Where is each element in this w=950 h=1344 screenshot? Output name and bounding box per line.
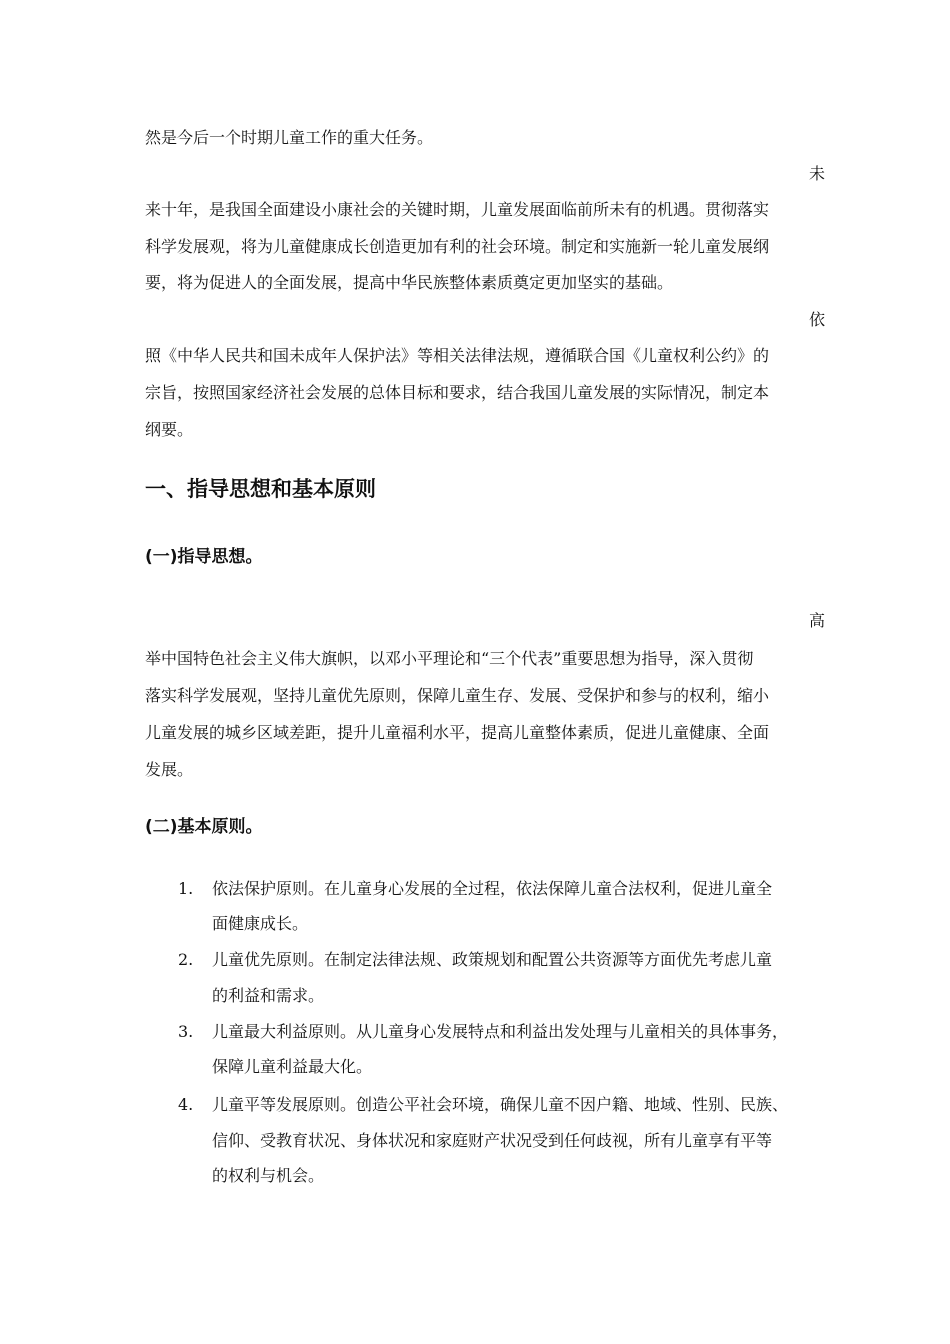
paragraph-line: 来十年，是我国全面建设小康社会的关键时期，儿童发展面临前所未有的机遇。贯彻落实 [145,200,770,219]
list-item-number: 4. [178,1095,194,1114]
paragraph-line: 儿童发展的城乡区域差距，提升儿童福利水平，提高儿童整体素质，促进儿童健康、全面 [145,723,770,742]
list-item-line: 信仰、受教育状况、身体状况和家庭财产状况受到任何歧视，所有儿童享有平等 [212,1131,773,1150]
paragraph-line: 科学发展观，将为儿童健康成长创造更加有利的社会环境。制定和实施新一轮儿童发展纲 [145,237,770,256]
list-item-line: 儿童平等发展原则。创造公平社会环境，确保儿童不因户籍、地域、性别、民族、 [212,1095,789,1114]
list-item-number: 1. [178,879,194,898]
list-item-line: 依法保护原则。在儿童身心发展的全过程，依法保障儿童合法权利，促进儿童全 [212,879,773,898]
paragraph-first-char: 高 [809,611,826,630]
list-item-line: 儿童最大利益原则。从儿童身心发展特点和利益出发处理与儿童相关的具体事务， [212,1022,789,1041]
section-heading: 一、指导思想和基本原则 [145,477,376,501]
paragraph-line: 纲要。 [145,420,194,439]
list-item-line: 的权利与机会。 [212,1166,325,1185]
paragraph-line: 照《中华人民共和国未成年人保护法》等相关法律法规，遵循联合国《儿童权利公约》的 [145,346,770,365]
paragraph-line: 宗旨，按照国家经济社会发展的总体目标和要求，结合我国儿童发展的实际情况，制定本 [145,383,770,402]
paragraph-line: 然是今后一个时期儿童工作的重大任务。 [145,128,434,147]
list-item-line: 儿童优先原则。在制定法律法规、政策规划和配置公共资源等方面优先考虑儿童 [212,950,773,969]
list-item-number: 3. [178,1022,194,1041]
paragraph-line: 举中国特色社会主义伟大旗帜，以邓小平理论和“三个代表”重要思想为指导，深入贯彻 [145,649,754,668]
list-item-line: 面健康成长。 [212,914,309,933]
paragraph-first-char: 依 [809,310,826,329]
paragraph-first-char: 未 [809,164,826,183]
paragraph-line: 落实科学发展观，坚持儿童优先原则，保障儿童生存、发展、受保护和参与的权利，缩小 [145,686,770,705]
list-item-number: 2. [178,950,194,969]
list-item-line: 的利益和需求。 [212,986,325,1005]
subsection-heading: (二)基本原则。 [145,817,263,837]
paragraph-line: 发展。 [145,760,194,779]
paragraph-line: 要，将为促进人的全面发展，提高中华民族整体素质奠定更加坚实的基础。 [145,273,674,292]
list-item-line: 保障儿童利益最大化。 [212,1057,373,1076]
subsection-heading: (一)指导思想。 [145,547,263,567]
